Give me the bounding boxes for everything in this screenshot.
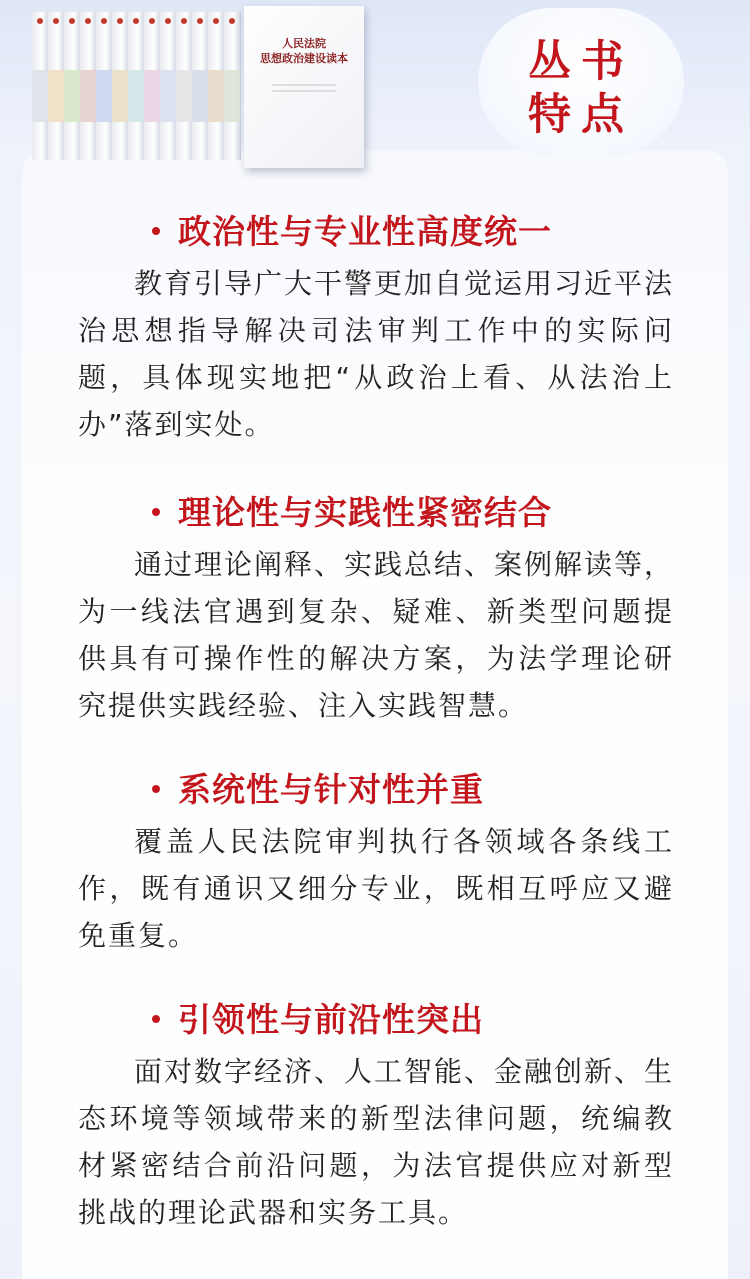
- book-spine: [208, 12, 225, 160]
- series-features-badge: [478, 8, 684, 156]
- book-spine: [224, 12, 241, 160]
- feature-heading: 系统性与针对性并重: [178, 770, 484, 809]
- bullet-icon: [152, 227, 160, 235]
- book-spine: [112, 12, 129, 160]
- feature-body: 覆盖人民法院审判执行各领域各条线工作，既有通识又细分专业，既相互呼应又避免重复。: [78, 825, 674, 952]
- book-spine: [64, 12, 81, 160]
- book-spine: [80, 12, 97, 160]
- cover-rule: [272, 84, 336, 86]
- book-spine: [192, 12, 209, 160]
- badge-line-2: 特点: [528, 90, 634, 140]
- badge-title: [478, 36, 684, 142]
- feature-body: 教育引导广大干警更加自觉运用习近平法治思想指导解决司法审判工作中的实际问题，具体现实地把“从政治上看、从法治上办”落到实处。: [78, 267, 675, 441]
- book-spine: [176, 12, 193, 160]
- bullet-icon: [152, 1015, 160, 1023]
- feature-heading: 引领性与前沿性突出: [178, 1000, 484, 1039]
- book-cover-title: 人民法院 思想政治建设读本: [260, 37, 348, 65]
- feature-heading: 政治性与专业性高度统一: [178, 212, 552, 251]
- book-spine: [144, 12, 161, 160]
- book-spine: [160, 12, 177, 160]
- badge-line-1: 丛书: [528, 37, 634, 87]
- book-spine: [96, 12, 113, 160]
- book-spine: [128, 12, 145, 160]
- feature-body: 通过理论阐释、实践总结、案例解读等，为一线法官遇到复杂、疑难、新类型问题提供具有可操作性的解决方案，为法学理论研究提供实践经验、注入实践智慧。: [78, 548, 675, 722]
- bullet-icon: [152, 508, 160, 516]
- book-cover: [244, 6, 364, 168]
- bullet-icon: [152, 785, 160, 793]
- feature-body: 面对数字经济、人工智能、金融创新、生态环境等领域带来的新型法律问题，统编教材紧密结合前沿问题，为法官提供应对新型挑战的理论武器和实务工具。: [78, 1055, 675, 1229]
- feature-heading: 理论性与实践性紧密结合: [178, 493, 552, 532]
- book-spine: [32, 12, 49, 160]
- book-spine: [48, 12, 65, 160]
- book-series-image: [18, 0, 348, 176]
- cover-rule: [272, 90, 336, 92]
